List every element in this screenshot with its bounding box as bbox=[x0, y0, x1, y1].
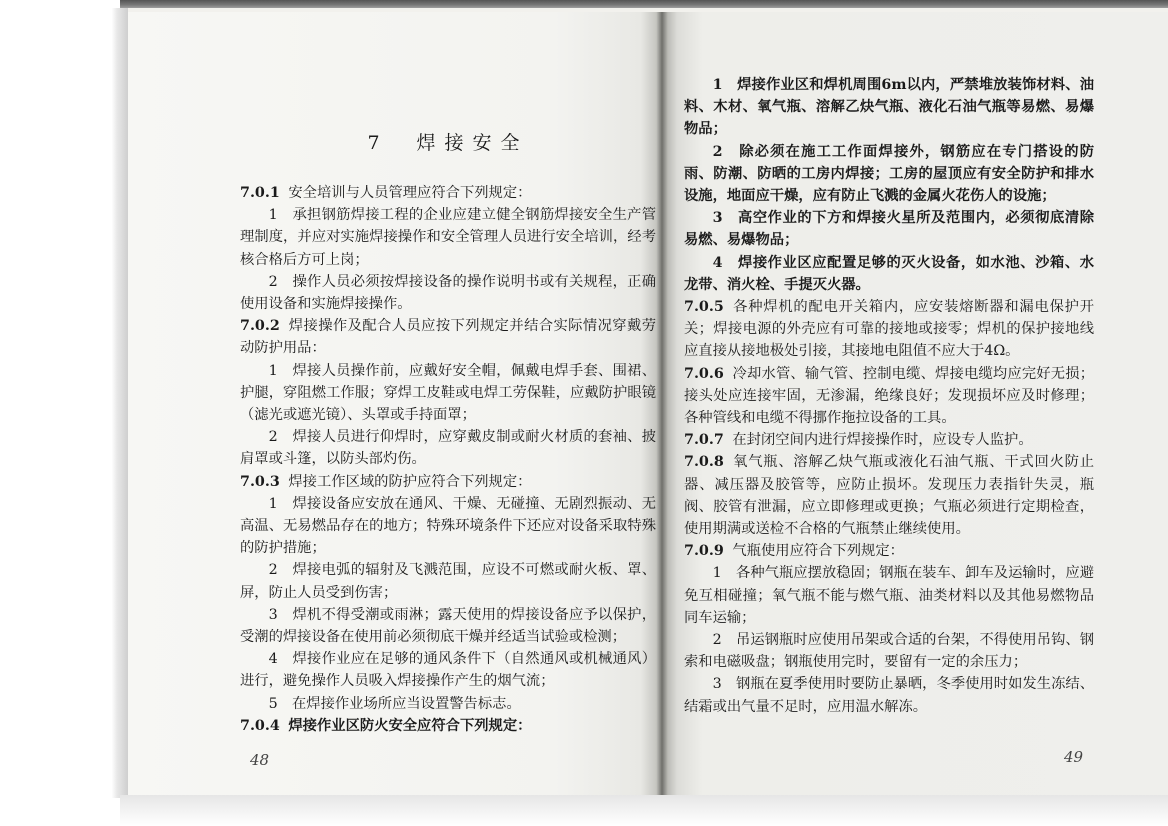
paragraph-text: 4 焊接作业区应配置足够的灭火设备，如水池、沙箱、水龙带、消火栓、手提灭火器。 bbox=[684, 254, 1094, 293]
paragraph-text: 在封闭空间内进行焊接操作时，应设专人监护。 bbox=[732, 432, 1033, 449]
item-paragraph bbox=[684, 673, 1094, 717]
item-paragraph bbox=[684, 252, 1094, 296]
paragraph-text: 安全培训与人员管理应符合下列规定： bbox=[288, 185, 532, 201]
chapter-title: 7 焊接安全 bbox=[367, 132, 529, 154]
paragraph-text: 5 在焊接作业场所应当设置警告标志。 bbox=[268, 695, 521, 712]
item-paragraph bbox=[240, 204, 656, 271]
page-number-left: 48 bbox=[250, 751, 270, 769]
clause-paragraph bbox=[684, 363, 1094, 430]
paragraph-text: 4 焊接作业应在足够的通风条件下（自然通风或机械通风）进行，避免操作人员吸入焊接操作产生的烟气流； bbox=[240, 651, 656, 690]
item-paragraph bbox=[240, 559, 656, 603]
clause-number: 7.0.1 bbox=[240, 185, 280, 201]
item-paragraph bbox=[240, 271, 656, 315]
paragraph-text: 各种焊机的配电开关箱内，应安装熔断器和漏电保护开关；焊接电源的外壳应有可靠的接地或接零；焊机的保护接地线应直接从接地极处引接，其接地电阻值不应大于4Ω。 bbox=[684, 299, 1094, 360]
item-paragraph bbox=[240, 360, 656, 427]
item-paragraph bbox=[684, 74, 1094, 141]
paragraph-text: 1 焊接人员操作前，应戴好安全帽，佩戴电焊手套、围裙、护腿，穿阻燃工作服；穿焊工皮鞋或电焊工劳保鞋，应戴防护眼镜（滤光或遮光镜）、头罩或手持面罩； bbox=[240, 362, 656, 424]
page-number-right: 49 bbox=[1064, 748, 1084, 766]
paragraph-text: 1 各种气瓶应摆放稳固；钢瓶在装车、卸车及运输时，应避免互相碰撞；氧气瓶不能与燃气瓶、油类材料以及其他易燃物品同车运输； bbox=[684, 565, 1094, 626]
paragraph-text: 2 除必须在施工工作面焊接外，钢筋应在专门搭设的防雨、防潮、防晒的工房内焊接；工房的屋顶应有安全防护和排水设施，地面应干燥，应有防止飞溅的金属火花伤人的设施； bbox=[684, 143, 1094, 205]
paragraph-text: 2 操作人员必须按焊接设备的操作说明书或有关规程，正确使用设备和实施焊接操作。 bbox=[240, 273, 656, 313]
paragraph-text: 2 焊接人员进行仰焊时，应穿戴皮制或耐火材质的套袖、披肩罩或斗篷，以防头部灼伤。 bbox=[240, 429, 656, 468]
scan-bottom-edge bbox=[120, 795, 1168, 826]
item-paragraph bbox=[240, 426, 656, 470]
item-paragraph bbox=[684, 562, 1094, 629]
paragraph-text: 冷却水管、输气管、控制电缆、焊接电缆均应完好无损；接头处应连接牢固，无渗漏，绝缘良好；发现损坏应及时修理；各种管线和电缆不得挪作拖拉设备的工具。 bbox=[684, 365, 1094, 427]
paragraph-text: 2 焊接电弧的辐射及飞溅范围，应设不可燃或耐火板、罩、屏，防止人员受到伤害； bbox=[240, 562, 656, 601]
item-paragraph bbox=[240, 493, 656, 560]
paragraph-text: 3 高空作业的下方和焊接火星所及范围内，必须彻底清除易燃、易爆物品； bbox=[684, 210, 1094, 249]
paragraph-text: 3 钢瓶在夏季使用时要防止暴晒，冬季使用时如发生冻结、结霜或出气量不足时，应用温水解冻。 bbox=[684, 676, 1094, 715]
item-paragraph bbox=[240, 604, 656, 648]
clause-paragraph bbox=[684, 540, 1094, 562]
paragraph-text: 氧气瓶、溶解乙炔气瓶或液化石油气瓶、干式回火防止器、减压器及胶管等，应防止损坏。发现压力表指针失灵，瓶阀、胶管有泄漏，应立即修理或更换；气瓶必须进行定期检查，使用期满或送检不合格的气瓶禁止继续使用。 bbox=[684, 454, 1094, 538]
clause-number: 7.0.7 bbox=[684, 432, 724, 449]
clause-number: 7.0.6 bbox=[684, 365, 724, 382]
clause-paragraph bbox=[240, 471, 656, 493]
clause-number: 7.0.5 bbox=[684, 299, 724, 316]
clause-paragraph bbox=[240, 315, 656, 359]
item-paragraph bbox=[684, 141, 1094, 208]
left-page-text bbox=[240, 182, 656, 737]
page-stack-edge bbox=[112, 8, 128, 798]
clause-paragraph bbox=[240, 182, 656, 204]
item-paragraph bbox=[240, 648, 656, 692]
clause-number: 7.0.4 bbox=[240, 717, 280, 734]
paragraph-text: 焊接操作及配合人员应按下列规定并结合实际情况穿戴劳动防护用品： bbox=[240, 318, 656, 357]
paragraph-text: 3 焊机不得受潮或雨淋；露天使用的焊接设备应予以保护，受潮的焊接设备在使用前必须彻底干燥并经适当试验或检测； bbox=[240, 606, 656, 646]
paragraph-text: 2 吊运钢瓶时应使用吊架或合适的台架，不得使用吊钩、钢索和电磁吸盘；钢瓶使用完时，要留有一定的余压力； bbox=[684, 632, 1094, 671]
clause-number: 7.0.8 bbox=[684, 454, 724, 471]
paragraph-text: 1 承担钢筋焊接工程的企业应建立健全钢筋焊接安全生产管理制度，并应对实施焊接操作和安全管理人员进行安全培训，经考核合格后方可上岗； bbox=[240, 207, 656, 268]
paragraph-text: 1 焊接作业区和焊机周围6m以内，严禁堆放装饰材料、油料、木材、氧气瓶、溶解乙炔气瓶、液化石油气瓶等易燃、易爆物品； bbox=[684, 77, 1094, 138]
book-spine bbox=[656, 12, 668, 796]
clause-number: 7.0.9 bbox=[684, 543, 724, 560]
clause-paragraph bbox=[684, 296, 1094, 363]
paragraph-text: 1 焊接设备应安放在通风、干燥、无碰撞、无剧烈振动、无高温、无易燃品存在的地方；特殊环境条件下还应对设备采取特殊的防护措施； bbox=[240, 495, 656, 557]
item-paragraph bbox=[240, 693, 656, 715]
clause-paragraph bbox=[240, 715, 656, 737]
item-paragraph bbox=[684, 207, 1094, 251]
clause-number: 7.0.2 bbox=[240, 318, 280, 335]
right-page-text bbox=[684, 74, 1094, 718]
clause-number: 7.0.3 bbox=[240, 473, 280, 490]
paragraph-text: 焊接作业区防火安全应符合下列规定： bbox=[288, 717, 532, 734]
paragraph-text: 气瓶使用应符合下列规定： bbox=[732, 543, 904, 560]
item-paragraph bbox=[684, 629, 1094, 673]
paragraph-text: 焊接工作区域的防护应符合下列规定： bbox=[288, 473, 532, 490]
clause-paragraph bbox=[684, 429, 1094, 451]
clause-paragraph bbox=[684, 451, 1094, 540]
